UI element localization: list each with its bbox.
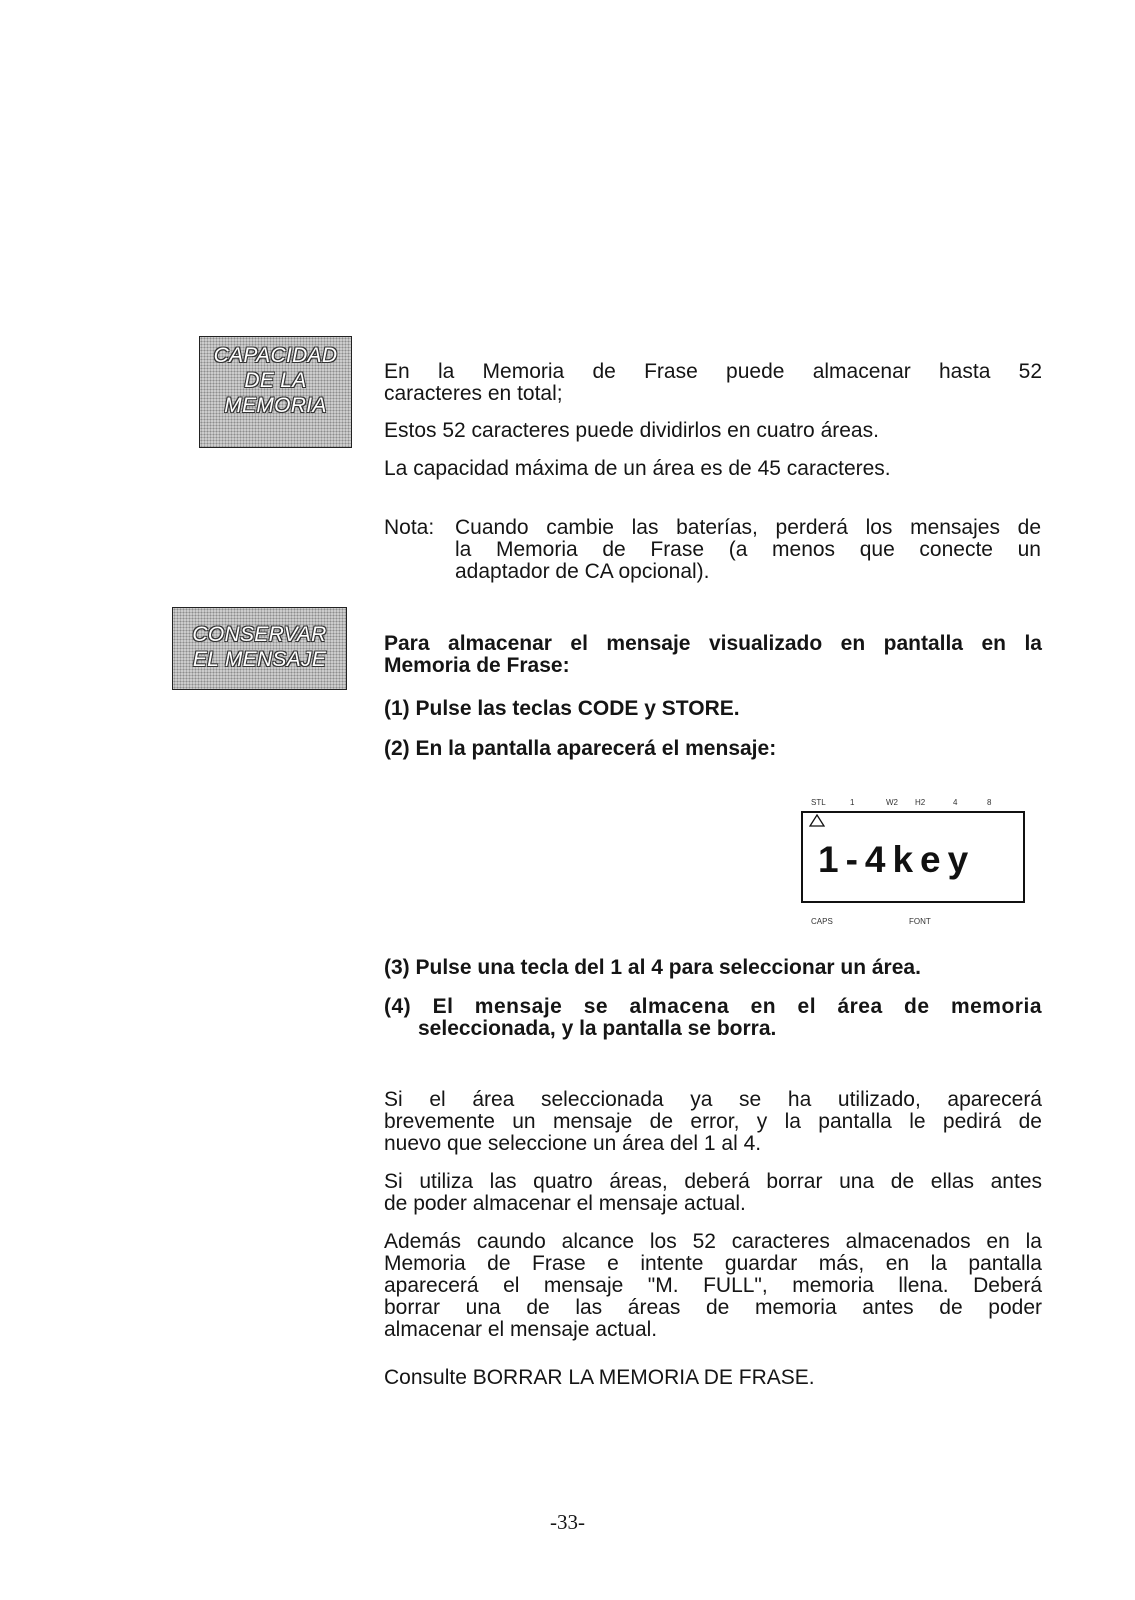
side-heading-line: EL MENSAJE [192,648,327,671]
store-side-heading [172,607,347,690]
notes-line: Memoria de Frase e intente guardar más, en la pantalla [384,1252,1042,1275]
notes-line: nuevo que seleccione un área del 1 al 4. [384,1132,762,1155]
display-indicator: H2 [915,798,926,807]
display-indicator: CAPS [811,917,833,926]
capacity-paragraph-line: caracteres en total; [384,382,563,405]
page-number: -33- [550,1510,585,1534]
notes-line: Si el área seleccionada ya se ha utilizado, aparecerá [384,1088,1042,1111]
note-label: Nota: [384,516,435,539]
note-line: adaptador de CA opcional). [455,560,710,583]
store-intro-line: Para almacenar el mensaje visualizado en pantalla en la [384,632,1042,655]
lcd-display [801,811,1025,903]
capacity-paragraph: La capacidad máxima de un área es de 45 caracteres. [384,457,891,480]
store-step: (3) Pulse una tecla del 1 al 4 para seleccionar un área. [384,956,921,979]
side-heading-line: CAPACIDAD [213,344,338,367]
store-step-continuation: seleccionada, y la pantalla se borra. [418,1017,777,1040]
side-heading-line: CONSERVAR [192,623,327,646]
capacity-paragraph-line: En la Memoria de Frase puede almacenar hasta 52 [384,360,1042,383]
store-intro-line: Memoria de Frase: [384,654,570,677]
notes-line: Si utiliza las quatro áreas, deberá borrar una de ellas antes [384,1170,1042,1193]
notes-line: brevemente un mensaje de error, y la pantalla le pedirá de [384,1110,1042,1133]
display-indicator: 4 [953,798,958,807]
capacity-paragraph: Estos 52 caracteres puede dividirlos en cuatro áreas. [384,419,879,442]
notes-line: aparecerá el mensaje "M. FULL", memoria llena. Deberá [384,1274,1042,1297]
note-line: Cuando cambie las baterías, perderá los mensajes de [455,516,1041,539]
display-text: 1-4key [818,839,976,880]
notes-line: almacenar el mensaje actual. [384,1318,658,1341]
display-indicator: W2 [886,798,898,807]
notes-line: borrar una de las áreas de memoria antes de poder [384,1296,1042,1319]
display-indicator: 8 [987,798,992,807]
capacity-side-heading [199,336,352,448]
store-step: (4) El mensaje se almacena en el área de memoria [384,995,1042,1018]
store-step: (2) En la pantalla aparecerá el mensaje: [384,737,777,760]
notes-line: de poder almacenar el mensaje actual. [384,1192,746,1215]
side-heading-line: MEMORIA [224,394,327,417]
notes-reference: Consulte BORRAR LA MEMORIA DE FRASE. [384,1366,815,1389]
notes-line: Además caundo alcance los 52 caracteres almacenados en la [384,1230,1042,1253]
side-heading-line: DE LA [244,369,307,392]
note-line: la Memoria de Frase (a menos que conecte un [455,538,1041,561]
triangle-indicator-icon [809,814,825,832]
display-indicator: STL [811,798,826,807]
display-indicator: 1 [850,798,855,807]
display-indicator: FONT [909,917,931,926]
store-step: (1) Pulse las teclas CODE y STORE. [384,697,740,720]
